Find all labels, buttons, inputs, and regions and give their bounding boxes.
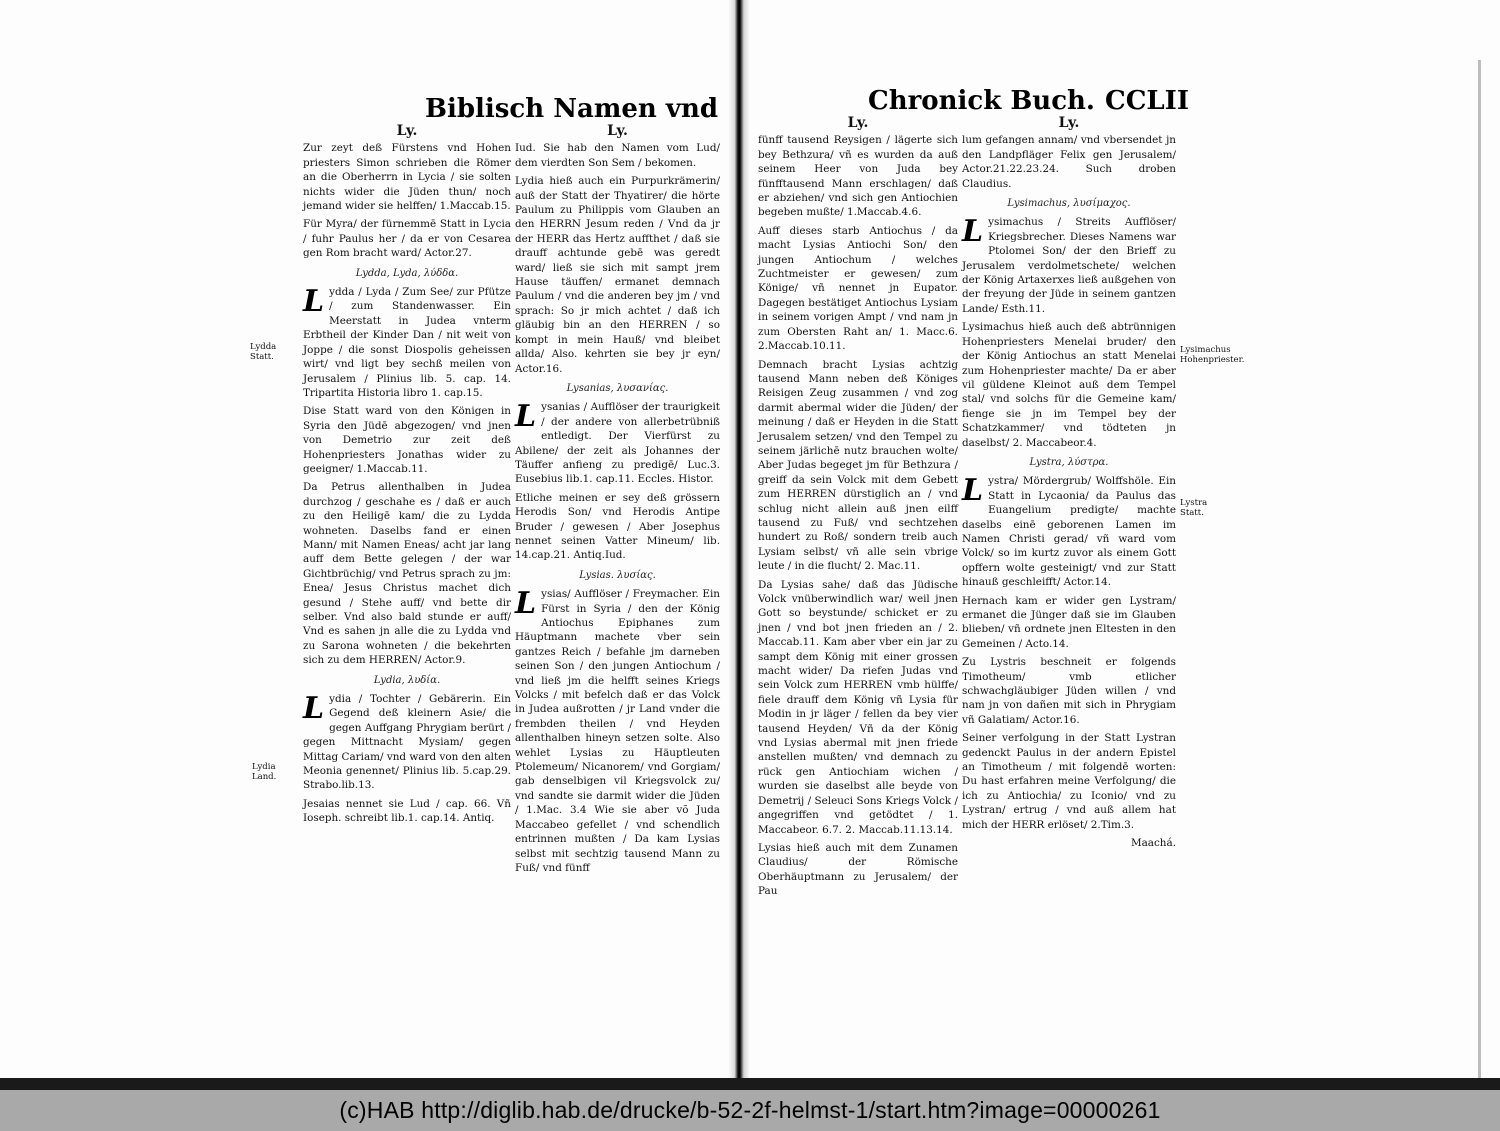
entry-heading-lydia: Lydia, λυδία. xyxy=(373,674,441,686)
entry-text: ysanias / Aufflöser der traurigkeit / der andere von allerbetrübniß entledigt. Der Vierfürst zu Abilene/ der zeit als Johannes der Täuffer anfieng zu predigē/ Luc.3. Eusebius lib.1. cap.11. Eccles. Histor. xyxy=(515,401,720,486)
paragraph: Demnach bracht Lysias achtzig tausend Mann neben deß Königes Reisigen Zeug zusammen / vnd zog darmit abermal wider die Jüden/ der meinung / daß er Heyden in die Statt Jerusalem setzen/ vnd den Tempel zu seinem järlichē nutz brauchen wolte/ Aber Judas begeget jm für Bethzura / greiff da sein Volck mit dem Gebett zum HERREN dürstiglich an / vnd schlug nicht allein auß jnen eilff tausend zu Fuß/ vnd sechtzehen hundert zu Roß/ sondern treib auch Lysiam selbst/ vñ alle sein vbrige leute / in die flucht/ 2. Mac.11. xyxy=(758,358,958,573)
entry-text: ystra/ Mördergrub/ Wolffshöle. Ein Statt in Lycaonia/ da Paulus das Euangelium predigte/ machte daselbs einē geborenen Lamen im Namen Christi gerad/ vñ ward vom Volck/ so im kurtz zuvor als einem Gott opffern wolte gesteinigt/ vnd zur Statt hinauß geschleifft/ Actor.14. xyxy=(962,475,1176,589)
paragraph: Hernach kam er wider gen Lystram/ ermanet die Jünger daß sie im Glauben blieben/ vñ ordnete jnen Eltesten in den Gemeinen / Acto.14. xyxy=(962,594,1176,650)
paragraph: Jesaias nennet sie Lud / cap. 66. Vñ Ioseph. schreibt lib.1. cap.14. Antiq. xyxy=(303,797,511,825)
catchword: Maachá. xyxy=(1130,837,1176,850)
paragraph: Lydia hieß auch ein Purpurkrämerin/ auß der Statt der Thyatirer/ die hörte Paulum zu Philippis vom Glauben an den HERRN Jesum reden / Vnd da jr der HERR das Hertz auffthet / daß sie drauff achtunde gebē was geredt ward/ ließ sie sich mit sampt jrem Hause täuffen/ ermanet demnach Paulum / vnd die anderen bey jm / vnd sprach: So jr mich achtet / daß ich gläubig bin an den HERREN / so kompt in mein Hauß/ vnd bleibet allda/ Also. kehrten sie bey jr eyn/ Actor.16. xyxy=(515,175,720,375)
copyright-footer: (c)HAB http://diglib.hab.de/drucke/b-52-2f-helmst-1/start.htm?image=00000261 xyxy=(0,1090,1500,1131)
entry-heading-lysimachus: Lysimachus, λυσίμαχος. xyxy=(1007,198,1131,210)
paragraph: Etliche meinen er sey deß grössern Herodis Son/ vnd Herodis Antipe Bruder / gewesen / Aber Josephus nennet seinen Vatter Mineum/ lib. 14.cap.21. Antiq.Iud. xyxy=(515,491,720,562)
book-gutter xyxy=(728,0,750,1090)
paragraph: Lysimachus hieß auch deß abtrünnigen Hohenpriesters Menelai bruder/ den der König Antiochus an statt Menelai zum Hohenpriester machte/ Da er aber vil güldene Kleinot auß dem Tempel stal/ vnd solchs für die Gemeine kam/ fienge sie jn im Tempel bey der Schatzkammer/ vnd tödteten jn daselbst/ 2. Maccabeor.4. xyxy=(962,321,1176,449)
page-edge xyxy=(1478,60,1481,1080)
entry-lydda xyxy=(303,285,511,400)
entry-lydia xyxy=(303,692,511,793)
paragraph: lum gefangen annam/ vnd vbersendet jn den Landpfläger Felix gen Jerusalem/ Actor.21.22.23.24. Such droben Claudius. xyxy=(962,134,1176,190)
entry-heading-lystra: Lystra, λύστρα. xyxy=(1029,456,1109,468)
paragraph: Da Petrus allenthalben in Judea durchzog / geschahe es / daß er auch zu den Heiligē kam/ die zu Lydda wohneten. Daselbs fand er einen Mann/ mit Namen Eneas/ acht jar lang auff dem Bette gelegen / der war Gichtbrüchig/ vnd Petrus sprach zu jm: Enea/ Jesus Christus machet dich gesund / Stehe auff/ vnd bette dir selber. Vnd also bald stunde er auff/ Vnd es sahen jn alle die zu Lydda vnd zu Sarona wohneten / die bekehrten sich zu dem HERREN/ Actor.9. xyxy=(303,481,511,667)
entry-heading-lysanias: Lysanias, λυσανίας. xyxy=(566,382,669,394)
scan-bottom-edge xyxy=(0,1078,1500,1090)
drop-cap: L xyxy=(962,473,984,509)
folio-number: CCLII xyxy=(1105,86,1189,116)
entry-heading-lysias: Lysias. λυσίας. xyxy=(579,569,656,581)
drop-cap: L xyxy=(515,586,537,622)
entry-text: ydia / Tochter / Gebärerin. Ein Gegend deß kleinern Asie/ die gegen Auffgang Phrygiam berürt / gegen Mittnacht Mysiam/ gegen Mittag Cariam/ vnd ward von den alten Meonia genennet/ Plinius lib. 5.cap.29. Strabo.lib.13. xyxy=(303,693,511,792)
column-head: Ly. xyxy=(847,115,869,131)
margin-note-lydda: Lydda Statt. xyxy=(250,342,277,362)
drop-cap: L xyxy=(303,691,325,727)
margin-note-lysimachus: Lysimachus Hohenpriester. xyxy=(1180,345,1245,365)
right-running-head: Chronick Buch. xyxy=(868,86,1095,116)
left-running-head: Biblisch Namen vnd xyxy=(425,94,719,124)
entry-lysanias xyxy=(515,400,720,486)
entry-text: ydda / Lyda / Zum See/ zur Pfütze / zum Standenwasser. Ein Meerstatt in Judea vnterm Erbtheil der Kinder Dan / nit weit von Joppe / die sonst Diospolis geheissen wirt/ vnd ligt bey sechß meilen von Jerusalem / Plinius lib. 5. cap. 14. Tripartita Historia libro 1. cap.15. xyxy=(303,286,511,399)
right-page-column-1 xyxy=(758,115,958,898)
drop-cap: L xyxy=(515,399,537,435)
entry-lysimachus xyxy=(962,215,1176,316)
paragraph: Zu Lystris beschneit er folgends Timotheum/ vmb etlicher schwachgläubiger Jüden willen / vnd nam jn von dañen mit sich in Phrygiam vñ Galatiam/ Actor.16. xyxy=(962,656,1176,726)
entry-lystra xyxy=(962,474,1176,589)
margin-note-lydia: Lydia Land. xyxy=(252,762,277,782)
paragraph: Dise Statt ward von den Königen in Syria den Jüdē abgezogen/ vnd jnen von Demetrio zur zeit deß Hohenpriesters Jonathas wider zu geeigner/ 1.Maccab.11. xyxy=(303,405,511,475)
paragraph: Seiner verfolgung in der Statt Lystran gedenckt Paulus in der andern Epistel an Timotheum / mit folgendē worten: Du hast erfahren meine Verfolgung/ die ich zu Antiochia/ zu Iconio/ vnd zu Lystran/ ertrug / vnd auß allem hat mich der HERR erlöset/ 2.Tim.3. xyxy=(962,732,1176,831)
column-head: Ly. xyxy=(1058,115,1080,131)
paragraph: Lysias hieß auch mit dem Zunamen Claudius/ der Römische Oberhäuptmann zu Jerusalem/ der Pau xyxy=(758,841,958,898)
entry-heading-lydda: Lydda, Lyda, λύδδα. xyxy=(355,267,459,279)
left-page-column-1 xyxy=(303,124,511,884)
paragraph: Da Lysias sahe/ daß das Jüdische Volck vnüberwindlich war/ weil jnen Gott so beystunde/ schicket er zu jnen / vnd bot jnen frieden an / 2. Maccab.11. Kam aber vber ein jar zu sampt dem König mit einer grossen macht wider/ Da riefen Judas vnd sein Volck zum HERREN vmb hülffe/ fiele drauff dem König vñ Lysia für Modin in jr läger / fellen da bey vier tausend Heyden/ Vñ da der König vnd Lysias abermal mit jnen friede anstellen mußten/ vnd demnach zu rück gen Antiochiam wichen / wurden sie daselbst alle beyde von Demetrij / Seleuci Sons Kriegs Volck / angegriffen vnd getödtet / 1. Maccabeor. 6.7. 2. Maccab.11.13.14. xyxy=(758,578,958,836)
right-page-column-2 xyxy=(962,116,1176,886)
paragraph: Zur zeyt deß Fürstens vnd Hohen priesters Simon schrieben die Römer an die Oberherrn in Lycia / sie solten nichts wider die Jüden thun/ noch jemand wider sie helffen/ 1.Maccab.15. xyxy=(303,142,511,213)
paragraph: Auff dieses starb Antiochus / da macht Lysias Antiochi Son/ den jungen Antiochum / welches Zuchtmeister er gewesen/ zum Könige/ vñ nennet jn Eupator. Dagegen bestätiget Antiochus Lysiam in seinem vorigen Ampt / vnd nam jn zum Obersten Raht an/ 1. Macc.6. 2.Maccab.10.11. xyxy=(758,224,958,353)
column-head: Ly. xyxy=(396,123,418,139)
paragraph: Iud. Sie hab den Namen vom Lud/ dem vierdten Son Sem / bekomen. xyxy=(515,142,720,169)
column-head: Ly. xyxy=(607,123,628,139)
margin-note-lystra: Lystra Statt. xyxy=(1180,498,1208,518)
entry-text: ysimachus / Streits Aufflöser/ Kriegsbrecher. Dieses Namens war Ptolomei Son/ der den Brieff zu Jerusalem verdolmetschete/ welchen der König Artaxerxes ließ außgehen von der freyung der Jüde in seinem gantzen Lande/ Esth.11. xyxy=(962,216,1176,315)
paragraph: Für Myra/ der fürnemmē Statt in Lycia / fuhr Paulus her / da er von Cesarea gen Rom bracht ward/ Actor.27. xyxy=(303,218,511,260)
entry-text: ysias/ Aufflöser / Freymacher. Ein Fürst in Syria / den der König Antiochus Epiphanes zum Häuptmann machete vber sein gantzes Reich / befahle jm darneben seinen Son / den jungen Antiochum / vnd ließ jm die helfft seines Kriegs Volcks / mit befelch daß er das Volck in Judea außrotten / jr Land vnder die frembden theilen / vnd Heyden allenthalben hineyn setzen solte. Also wehlet Lysias zu Häuptleuten Ptolemeum/ Nicanorem/ vnd Gorgiam/ gab denselbigen vil Kriegsvolck zu/ vnd sandte sie darmit wider die Jüden / 1.Mac. 3.4 Wie sie aber võ Juda Maccabeo gefellet / vnd schendlich entrinnen mußten / Da kam Lysias selbst mit sechtzig tausend Mann zu Fuß/ vnd fünff xyxy=(515,588,720,874)
left-page-column-2 xyxy=(515,124,720,894)
entry-lysias xyxy=(515,587,720,875)
drop-cap: L xyxy=(962,214,984,250)
drop-cap: L xyxy=(303,284,325,320)
paragraph: fünff tausend Reysigen / lägerte sich bey Bethzura/ vñ es wurden da auß seinem Heer von Juda bey fünfftausend Mann erschlagen/ daß er abziehen/ vnd sich gen Antiochien begeben mußte/ 1.Maccab.4.6. xyxy=(758,134,958,219)
